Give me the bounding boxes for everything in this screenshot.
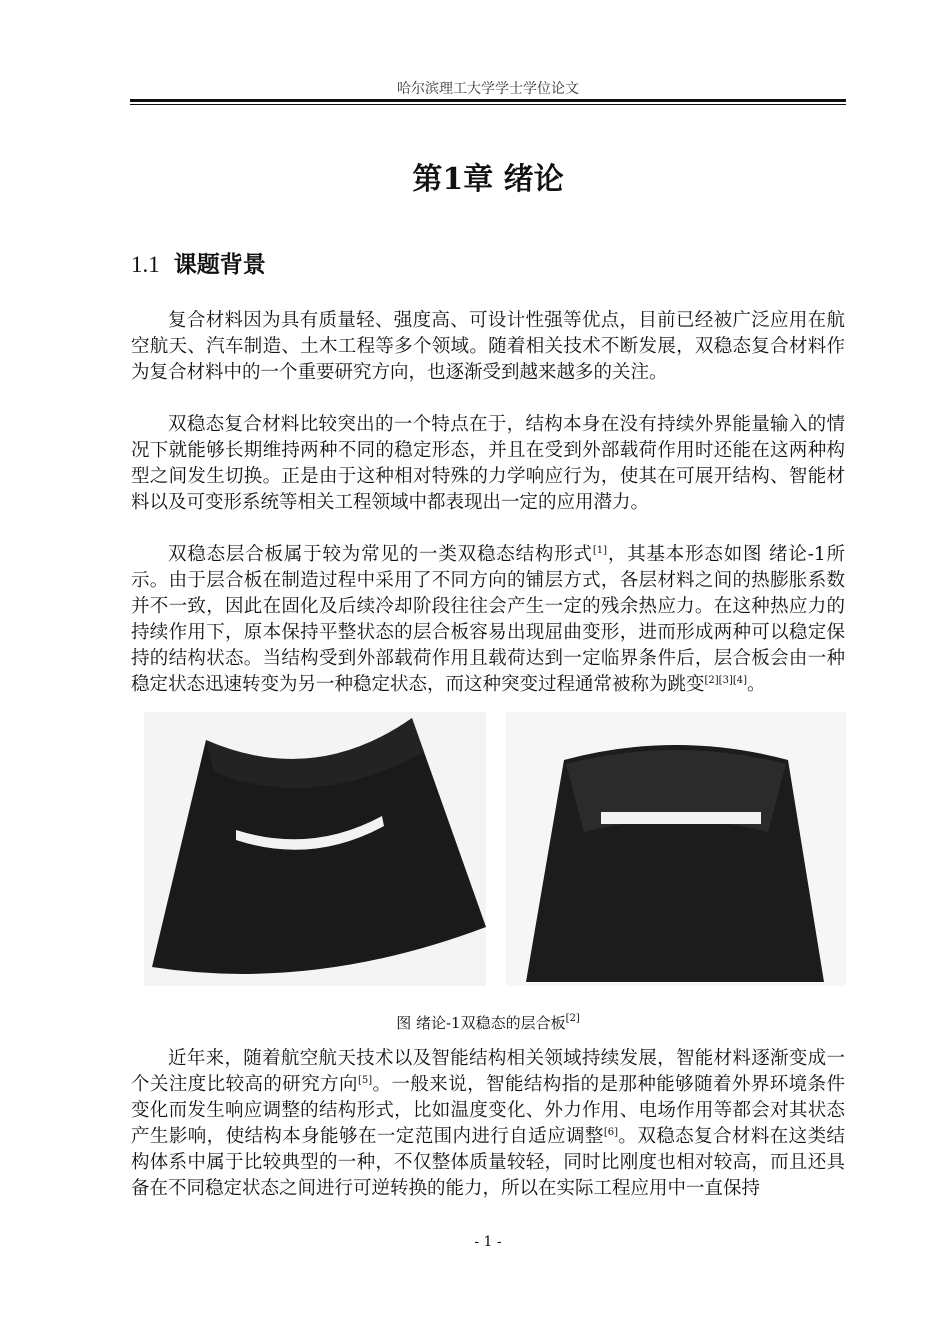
citation-6: [6] <box>603 1127 619 1138</box>
paragraph-1: 复合材料因为具有质量轻、强度高、可设计性强等优点，目前已经被广泛应用在航空航天、汽车制造、土木工程等多个领域。随着相关技术不断发展，双稳态复合材料作为复合材料中的一个重要研究方向，也逐渐受到越来越多的关注。 <box>131 310 845 383</box>
citation-2-3-4: [2][3][4] <box>704 675 748 686</box>
header-rule-thick <box>130 99 846 102</box>
paragraph-4 <box>131 1046 845 1202</box>
paragraph-4-text-c: 。双稳态复合材料在这类结构体系中属于比较典型的一种，不仅整体质量较轻，同时比刚度也相对较高，而且还具备在不同稳定状态之间进行可逆转换的能力，所以在实际工程应用中一直保持 <box>131 1126 845 1199</box>
paragraph-4-text-a: 近年来，随着航空航天技术以及智能结构相关领域持续发展，智能材料逐渐变成一个关注度比较高的研究方向 <box>131 1048 845 1095</box>
figure-caption-text: 图 绪论-1双稳态的层合板 <box>396 1014 566 1032</box>
chapter-title: 第1章 绪论 <box>412 162 564 197</box>
paragraph-3-text-a: 双稳态层合板属于较为常见的一类双稳态结构形式 <box>168 544 593 565</box>
figure-laminate-convex-photo <box>506 712 846 986</box>
figure-caption-citation: [2] <box>565 1013 580 1024</box>
paragraph-2: 双稳态复合材料比较突出的一个特点在于，结构本身在没有持续外界能量输入的情况下就能够长期维持两种不同的稳定形态，并且在受到外部载荷作用时还能在这两种构型之间发生切换。正是由于这种相对特殊的力学响应行为，使其在可展开结构、智能材料以及可变形系统等相关工程领域中都表现出一定的应用潜力。 <box>131 414 845 513</box>
paragraph-4-text-b: 。一般来说，智能结构指的是那种能够随着外界环境条件变化而发生响应调整的结构形式，比如温度变化、外力作用、电场作用等都会对其状态产生影响，使结构本身能够在一定范围内进行自适应调整 <box>131 1074 845 1147</box>
paragraph-3 <box>131 542 845 698</box>
figure-laminate-concave-photo <box>144 712 486 986</box>
citation-5: [5] <box>357 1075 373 1086</box>
section-number: 1.1 <box>131 252 160 277</box>
section-title: 课题背景 <box>173 251 266 278</box>
running-header: 哈尔滨理工大学学士学位论文 <box>397 81 579 97</box>
paragraph-3-text-b: ，其基本形态如图 绪论-1所示。由于层合板在制造过程中采用了不同方向的铺层方式，各层材料之间的热膨胀系数并不一致，因此在固化及后续冷却阶段往往会产生一定的残余热应力。在这种热应力的持续作用下，原本保持平整状态的层合板容易出现屈曲变形，进而形成两种可以稳定保持的结构状态。当结构受到外部载荷作用且载荷达到一定临界条件后，层合板会由一种稳定状态迅速转变为另一种稳定状态，而这种突变过程通常被称为跳变 <box>131 544 845 695</box>
page-number: - 1 - <box>474 1234 502 1250</box>
paragraph-3-text-c: 。 <box>747 674 766 695</box>
figure-caption <box>130 1012 846 1033</box>
citation-1: [1] <box>592 545 608 556</box>
header-rule-thin <box>130 104 846 105</box>
section-heading <box>131 246 266 279</box>
